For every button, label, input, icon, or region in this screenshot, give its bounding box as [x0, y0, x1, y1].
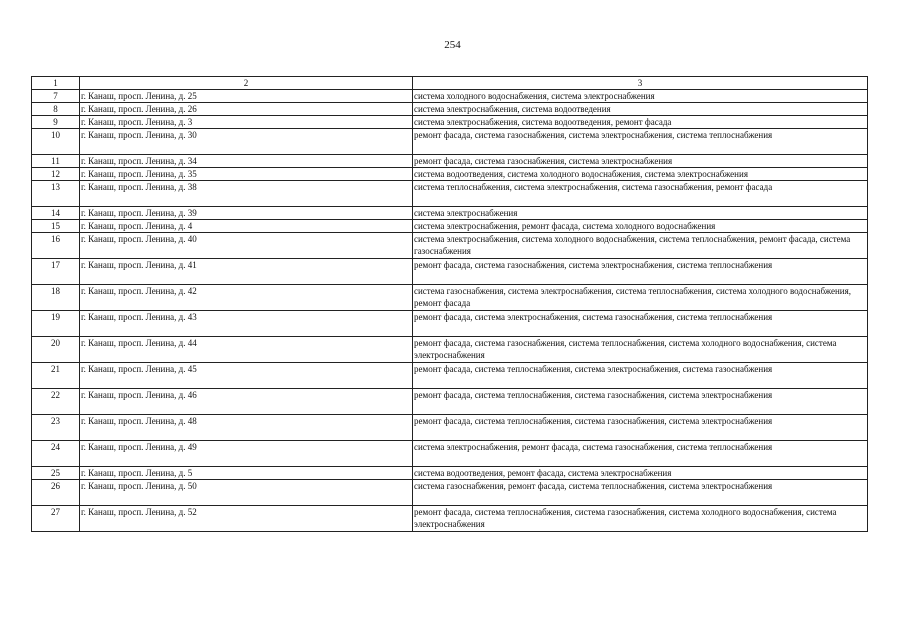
table-header-row — [32, 77, 868, 90]
row-address: г. Канаш, просп. Ленина, д. 4 — [80, 220, 413, 233]
row-number: 22 — [32, 389, 80, 415]
row-address: г. Канаш, просп. Ленина, д. 38 — [80, 181, 413, 207]
table-row — [32, 220, 868, 233]
row-works: ремонт фасада, система газоснабжения, система теплоснабжения, система холодного водоснабжения, система электроснабжения — [413, 337, 868, 363]
table-row — [32, 259, 868, 285]
row-number: 17 — [32, 259, 80, 285]
row-number: 16 — [32, 233, 80, 259]
column-header-number: 1 — [32, 77, 80, 90]
table-row — [32, 168, 868, 181]
row-address: г. Канаш, просп. Ленина, д. 3 — [80, 116, 413, 129]
table-row — [32, 207, 868, 220]
row-address: г. Канаш, просп. Ленина, д. 34 — [80, 155, 413, 168]
row-number: 9 — [32, 116, 80, 129]
row-number: 23 — [32, 415, 80, 441]
row-works: система электроснабжения, ремонт фасада, система газоснабжения, система теплоснабжения — [413, 441, 868, 467]
row-number: 7 — [32, 90, 80, 103]
table-row — [32, 480, 868, 506]
row-works: ремонт фасада, система теплоснабжения, система газоснабжения, система электроснабжения — [413, 415, 868, 441]
row-address: г. Канаш, просп. Ленина, д. 41 — [80, 259, 413, 285]
table-row — [32, 285, 868, 311]
row-works: ремонт фасада, система теплоснабжения, система электроснабжения, система газоснабжения — [413, 363, 868, 389]
table-row — [32, 467, 868, 480]
table-row — [32, 389, 868, 415]
table-row — [32, 363, 868, 389]
row-works: система газоснабжения, ремонт фасада, система теплоснабжения, система электроснабжения — [413, 480, 868, 506]
row-address: г. Канаш, просп. Ленина, д. 35 — [80, 168, 413, 181]
row-address: г. Канаш, просп. Ленина, д. 49 — [80, 441, 413, 467]
row-works: ремонт фасада, система газоснабжения, система электроснабжения, система теплоснабжения — [413, 259, 868, 285]
table-row — [32, 441, 868, 467]
row-number: 15 — [32, 220, 80, 233]
row-address: г. Канаш, просп. Ленина, д. 48 — [80, 415, 413, 441]
row-works: система электроснабжения, система холодного водоснабжения, система теплоснабжения, ремонт фасада, система газоснабжения — [413, 233, 868, 259]
row-works: система электроснабжения, ремонт фасада, система холодного водоснабжения — [413, 220, 868, 233]
row-address: г. Канаш, просп. Ленина, д. 30 — [80, 129, 413, 155]
row-number: 11 — [32, 155, 80, 168]
table-row — [32, 103, 868, 116]
row-works: система газоснабжения, система электроснабжения, система теплоснабжения, система холодного водоснабжения, ремонт фасада — [413, 285, 868, 311]
row-address: г. Канаш, просп. Ленина, д. 40 — [80, 233, 413, 259]
row-works: ремонт фасада, система газоснабжения, система электроснабжения — [413, 155, 868, 168]
row-works: система электроснабжения — [413, 207, 868, 220]
row-works: ремонт фасада, система теплоснабжения, система газоснабжения, система электроснабжения — [413, 389, 868, 415]
row-address: г. Канаш, просп. Ленина, д. 25 — [80, 90, 413, 103]
row-address: г. Канаш, просп. Ленина, д. 50 — [80, 480, 413, 506]
table-row — [32, 506, 868, 532]
row-address: г. Канаш, просп. Ленина, д. 39 — [80, 207, 413, 220]
table-row — [32, 337, 868, 363]
row-number: 14 — [32, 207, 80, 220]
row-works: система теплоснабжения, система электроснабжения, система газоснабжения, ремонт фасада — [413, 181, 868, 207]
row-number: 8 — [32, 103, 80, 116]
row-number: 24 — [32, 441, 80, 467]
table-row — [32, 415, 868, 441]
row-number: 20 — [32, 337, 80, 363]
table-row — [32, 90, 868, 103]
row-works: система водоотведения, ремонт фасада, система электроснабжения — [413, 467, 868, 480]
row-number: 27 — [32, 506, 80, 532]
row-works: система водоотведения, система холодного водоснабжения, система электроснабжения — [413, 168, 868, 181]
row-number: 21 — [32, 363, 80, 389]
row-works: ремонт фасада, система газоснабжения, система электроснабжения, система теплоснабжения — [413, 129, 868, 155]
row-number: 25 — [32, 467, 80, 480]
table-row — [32, 311, 868, 337]
row-address: г. Канаш, просп. Ленина, д. 44 — [80, 337, 413, 363]
row-works: ремонт фасада, система теплоснабжения, система газоснабжения, система холодного водоснабжения, система электроснабжения — [413, 506, 868, 532]
row-address: г. Канаш, просп. Ленина, д. 26 — [80, 103, 413, 116]
works-table — [31, 76, 868, 532]
row-address: г. Канаш, просп. Ленина, д. 45 — [80, 363, 413, 389]
row-number: 18 — [32, 285, 80, 311]
row-number: 12 — [32, 168, 80, 181]
row-number: 10 — [32, 129, 80, 155]
row-works: система холодного водоснабжения, система электроснабжения — [413, 90, 868, 103]
table-row — [32, 129, 868, 155]
table-row — [32, 116, 868, 129]
table-row — [32, 233, 868, 259]
row-address: г. Канаш, просп. Ленина, д. 43 — [80, 311, 413, 337]
column-header-address: 2 — [80, 77, 413, 90]
row-works: система электроснабжения, система водоотведения — [413, 103, 868, 116]
row-number: 13 — [32, 181, 80, 207]
page-number: 254 — [444, 39, 461, 51]
row-address: г. Канаш, просп. Ленина, д. 52 — [80, 506, 413, 532]
row-address: г. Канаш, просп. Ленина, д. 5 — [80, 467, 413, 480]
row-number: 26 — [32, 480, 80, 506]
row-works: система электроснабжения, система водоотведения, ремонт фасада — [413, 116, 868, 129]
row-works: ремонт фасада, система электроснабжения, система газоснабжения, система теплоснабжения — [413, 311, 868, 337]
column-header-works: 3 — [413, 77, 868, 90]
row-number: 19 — [32, 311, 80, 337]
row-address: г. Канаш, просп. Ленина, д. 46 — [80, 389, 413, 415]
table-row — [32, 155, 868, 168]
row-address: г. Канаш, просп. Ленина, д. 42 — [80, 285, 413, 311]
table-row — [32, 181, 868, 207]
